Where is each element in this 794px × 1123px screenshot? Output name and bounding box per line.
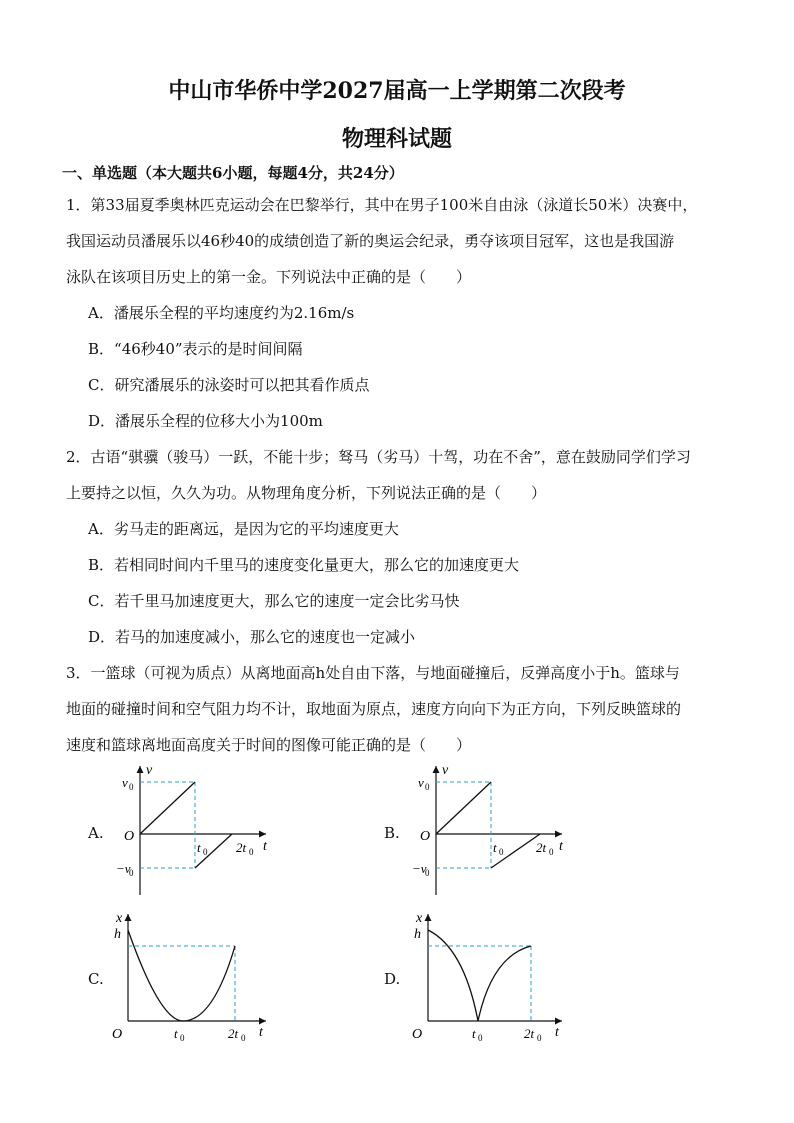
t0-sub: 0 [478, 1033, 483, 1043]
question-2-option-c: C．若千里马加速度更大，那么它的速度一定会比劣马快 [88, 592, 460, 610]
graph-option-b-label: B. [384, 824, 400, 842]
question-1-line-2: 我国运动员潘展乐以46秒40的成绩创造了新的奥运会纪录，勇夺该项目冠军，这也是我国游 [66, 232, 675, 250]
height-curve [128, 930, 235, 1021]
origin-label: O [420, 829, 431, 844]
origin-label: O [112, 1027, 123, 1042]
fall-segment [436, 782, 491, 834]
t0-sub: 0 [203, 847, 208, 857]
exam-subtitle: 物理科试题 [341, 126, 452, 152]
two-t0-label: 2t [236, 840, 247, 855]
question-3-line-3: 速度和篮球离地面高度关于时间的图像可能正确的是（ ） [66, 736, 472, 754]
v0-sub: 0 [129, 782, 134, 792]
t0-sub: 0 [180, 1033, 185, 1043]
graph-a-velocity-time [108, 760, 288, 900]
question-1-option-b: B．“46秒40”表示的是时间间隔 [88, 340, 303, 358]
v-axis-label: v [442, 763, 449, 778]
t0-label: t [197, 840, 201, 855]
graph-d-height-time [404, 908, 584, 1048]
two-t0-sub: 0 [249, 847, 254, 857]
question-1-option-a: A．潘展乐全程的平均速度约为2.16m/s [88, 304, 355, 322]
two-t0-sub: 0 [537, 1033, 542, 1043]
neg-v0-label: −v [412, 861, 427, 876]
neg-v0-sub: 0 [129, 868, 134, 878]
graph-c-height-time [108, 908, 288, 1048]
question-3-line-2: 地面的碰撞时间和空气阻力均不计，取地面为原点，速度方向向下为正方向，下列反映篮球的 [66, 700, 682, 718]
fall-segment [140, 782, 195, 834]
question-1-line-3: 泳队在该项目历史上的第一金。下列说法中正确的是（ ） [66, 268, 472, 286]
x-axis-label: x [416, 911, 423, 926]
question-1-line-1: 1．第33届夏季奥林匹克运动会在巴黎举行，其中在男子100米自由泳（泳道长50米）决赛中， [66, 196, 698, 214]
question-1-option-c: C．研究潘展乐的泳姿时可以把其看作质点 [88, 376, 370, 394]
question-1-option-d: D．潘展乐全程的位移大小为100m [88, 412, 323, 430]
t-axis-label: t [559, 839, 563, 854]
graph-b-velocity-time [404, 760, 584, 900]
t0-label: t [174, 1026, 178, 1041]
height-curve [428, 930, 531, 1021]
h-label: h [114, 927, 121, 942]
t0-sub: 0 [499, 847, 504, 857]
two-t0-sub: 0 [549, 847, 554, 857]
graph-option-a-label: A. [88, 824, 104, 842]
question-2-option-b: B．若相同时间内千里马的速度变化量更大，那么它的加速度更大 [88, 556, 520, 574]
v0-label: v [122, 775, 128, 790]
neg-v0-label: −v [116, 861, 131, 876]
two-t0-label: 2t [536, 840, 547, 855]
t-axis-label: t [263, 839, 267, 854]
neg-v0-sub: 0 [425, 868, 430, 878]
two-t0-label: 2t [228, 1026, 239, 1041]
t-axis-label: t [259, 1025, 263, 1040]
question-2-line-2: 上要持之以恒，久久为功。从物理角度分析，下列说法正确的是（ ） [66, 484, 547, 502]
v0-sub: 0 [425, 782, 430, 792]
x-axis-label: x [116, 911, 123, 926]
question-2-option-a: A．劣马走的距离远，是因为它的平均速度更大 [88, 520, 399, 538]
question-3-line-1: 3．一篮球（可视为质点）从离地面高h处自由下落，与地面碰撞后，反弹高度小于h。篮球与 [66, 664, 680, 682]
h-label: h [414, 927, 421, 942]
question-2-line-1: 2．古语“骐骥（骏马）一跃，不能十步；驽马（劣马）十驾，功在不舍”，意在鼓励同学们学习 [66, 448, 691, 466]
graph-option-d-label: D. [384, 970, 401, 988]
section-header: 一、单选题（本大题共6小题，每题4分，共24分） [62, 164, 404, 182]
exam-title: 中山市华侨中学2027届高一上学期第二次段考 [168, 78, 626, 104]
origin-label: O [124, 829, 135, 844]
t-axis-label: t [555, 1025, 559, 1040]
two-t0-sub: 0 [241, 1033, 246, 1043]
question-2-option-d: D．若马的加速度减小，那么它的速度也一定减小 [88, 628, 416, 646]
origin-label: O [412, 1027, 423, 1042]
t0-label: t [493, 840, 497, 855]
v0-label: v [418, 775, 424, 790]
graph-option-c-label: C. [88, 970, 104, 988]
two-t0-label: 2t [524, 1026, 535, 1041]
t0-label: t [472, 1026, 476, 1041]
v-axis-label: v [146, 763, 153, 778]
